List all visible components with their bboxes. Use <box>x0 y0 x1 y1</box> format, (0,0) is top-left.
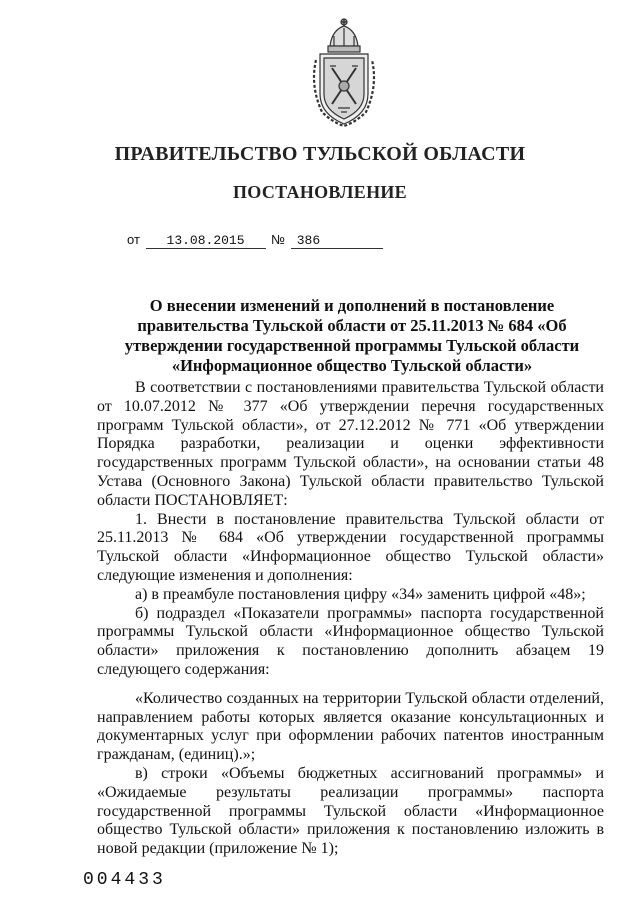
paragraph-item-1: 1. Внести в постановление правительства Тульской области от 25.11.2013 № 684 «Об утверждении государственной программы Тульской области «Информационное общество Тульской области» следующие изменения и дополнения: <box>97 510 604 584</box>
document-date: 13.08.2015 <box>146 233 266 249</box>
number-label: № <box>271 232 286 247</box>
date-number-line <box>125 232 383 249</box>
document-number: 386 <box>291 233 383 249</box>
paragraph-item-c: в) строки «Объемы бюджетных ассигнований программы» и «Ожидаемые результаты реализации программы» паспорта государственной программы Тульской области «Информационное общество Тульской области» приложения к постановлению изложить в новой редакции (приложение № 1); <box>97 764 604 858</box>
paragraph-preamble: В соответствии с постановлениями правительства Тульской области от 10.07.2012 № 377 «Об утверждении перечня государственных программ Тульской области», от 27.12.2012 № 771 «Об утверждении Порядка разработки, реализации и оценки эффективности государственных программ Тульской области», на основании статьи 48 Устава (Основного Закона) Тульской области правительство Тульской области ПОСТАНОВЛЯЕТ: <box>97 379 604 509</box>
page-code: 004433 <box>83 870 166 890</box>
document-subject: О внесении изменений и дополнений в постановление правительства Тульской области от 25.11.2013 № 684 «Об утверждении государственной программы Тульской области «Информационное общество Тульской области» <box>124 296 580 375</box>
document-type-title: ПОСТАНОВЛЕНИЕ <box>233 182 407 202</box>
coat-of-arms-icon <box>308 16 380 128</box>
paragraph-quote: «Количество созданных на территории Тульской области отделений, направлением работы которых является оказание консультационных и документарных услуг при оформлении рабочих патентов иностранным гражданам, (единиц).»; <box>97 689 604 764</box>
government-title: ПРАВИТЕЛЬСТВО ТУЛЬСКОЙ ОБЛАСТИ <box>114 143 526 165</box>
document-body <box>97 379 604 859</box>
date-label: от <box>127 232 140 247</box>
paragraph-item-b: б) подраздел «Показатели программы» паспорта государственной программы Тульской области «Информационное общество Тульской области» приложения к постановлению дополнить абзацем 19 следующего содержания: <box>97 604 604 678</box>
paragraph-item-a: а) в преамбуле постановления цифру «34» заменить цифрой «48»; <box>135 585 586 603</box>
